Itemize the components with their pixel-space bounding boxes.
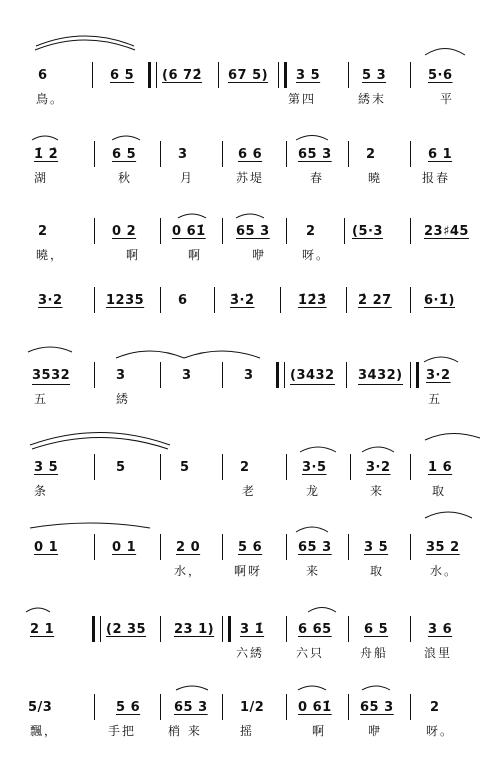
- lyric: 取: [432, 484, 447, 498]
- note-group: 5·6: [428, 68, 453, 83]
- lyric: 綉: [116, 392, 131, 406]
- note-group: 6 6: [238, 147, 263, 162]
- barline: [94, 362, 95, 388]
- lyric: 飄，: [30, 724, 59, 738]
- note-group: 5 6: [116, 700, 141, 715]
- note-group: (2 35: [106, 622, 147, 637]
- repeat-start: [92, 616, 101, 642]
- barline: [286, 534, 287, 560]
- note-group: 65 3: [298, 147, 332, 162]
- repeat-start: [148, 62, 157, 88]
- barline: [222, 694, 223, 720]
- note-group: 3532: [32, 368, 71, 383]
- barline: [160, 454, 161, 480]
- note-group: 2 1: [30, 622, 55, 637]
- note-group: 65 3: [298, 540, 332, 555]
- barline: [286, 218, 287, 244]
- lyric: 綉末: [358, 92, 387, 106]
- note-group: (3432: [290, 368, 335, 383]
- note-group: 35 2: [426, 540, 460, 555]
- lyric: 来: [306, 564, 321, 578]
- note-group: 5: [180, 460, 190, 475]
- note-group: 3·5: [302, 460, 327, 475]
- note-group: 6·1̇): [424, 293, 455, 308]
- lyric: 六綉: [236, 646, 265, 660]
- barline: [160, 694, 161, 720]
- lyric: 六只: [296, 646, 325, 660]
- score-system-6: [0, 460, 490, 520]
- lyric: 手把: [108, 724, 137, 738]
- barline: [94, 287, 95, 313]
- lyric: 咿: [368, 724, 383, 738]
- barline: [286, 454, 287, 480]
- barline: [410, 218, 411, 244]
- note-group: 1 6: [428, 460, 453, 475]
- note-group: 1̇2̇3̇: [298, 293, 327, 308]
- lyric: 啊: [126, 248, 141, 262]
- note-group: 5: [116, 460, 126, 475]
- lyric: 曉: [368, 171, 383, 185]
- lyric: 水，: [174, 564, 203, 578]
- note-group: 3·2: [38, 293, 63, 308]
- note-group: 6 5: [112, 147, 137, 162]
- note-group: 2 0: [176, 540, 201, 555]
- lyric: 呀。: [426, 724, 455, 738]
- lyric: 五: [428, 392, 443, 406]
- barline: [286, 141, 287, 167]
- note-group: 0 61̇: [172, 224, 206, 239]
- lyric: 水。: [430, 564, 459, 578]
- lyric: 啊: [312, 724, 327, 738]
- barline: [346, 287, 347, 313]
- barline: [410, 616, 411, 642]
- barline: [160, 534, 161, 560]
- note-group: 3·2: [426, 368, 451, 383]
- barline: [410, 534, 411, 560]
- barline: [222, 141, 223, 167]
- note-group: 3: [244, 368, 254, 383]
- barline: [94, 454, 95, 480]
- lyric: 条: [34, 484, 49, 498]
- barline: [222, 218, 223, 244]
- note-group: 5/3: [28, 700, 53, 715]
- barline: [286, 694, 287, 720]
- note-group: 3: [178, 147, 188, 162]
- barline: [344, 218, 345, 244]
- score-system-9: [0, 700, 490, 760]
- note-group: 3 1̇: [240, 622, 265, 637]
- lyric: 鳥。: [36, 92, 65, 106]
- note-group: 65 3: [236, 224, 270, 239]
- note-group: 23♯45: [424, 224, 469, 239]
- note-group: 6: [178, 293, 188, 308]
- note-group: 65 3: [174, 700, 208, 715]
- barline: [222, 362, 223, 388]
- barline: [160, 218, 161, 244]
- note-group: 1235: [106, 293, 145, 308]
- barline: [160, 287, 161, 313]
- barline: [346, 362, 347, 388]
- score-system-3: [0, 224, 490, 284]
- barline: [348, 694, 349, 720]
- barline: [218, 62, 219, 88]
- lyric: 龙: [306, 484, 321, 498]
- repeat-end: [278, 62, 287, 88]
- barline: [348, 534, 349, 560]
- lyric: 咿: [252, 248, 267, 262]
- note-group: 67 5): [228, 68, 269, 83]
- note-group: 65 3: [360, 700, 394, 715]
- repeat-start: [276, 362, 285, 388]
- lyric: 舟船: [360, 646, 389, 660]
- lyric: 取: [370, 564, 385, 578]
- note-group: 3 5: [34, 460, 59, 475]
- note-group: 0 2: [112, 224, 137, 239]
- note-group: 2: [366, 147, 376, 162]
- barline: [222, 454, 223, 480]
- barline: [92, 62, 93, 88]
- barline: [222, 534, 223, 560]
- score-system-4: [0, 293, 490, 353]
- barline: [350, 454, 351, 480]
- repeat-end: [410, 362, 419, 388]
- barline: [94, 694, 95, 720]
- note-group: 3 5: [296, 68, 321, 83]
- barline: [160, 616, 161, 642]
- note-group: 0 61̇: [298, 700, 332, 715]
- lyric: 来: [370, 484, 385, 498]
- score-system-7: [0, 540, 490, 600]
- lyric: 浪里: [424, 646, 453, 660]
- lyric: 啊呀: [234, 564, 263, 578]
- lyric: 秋: [118, 171, 133, 185]
- note-group: 2: [38, 224, 48, 239]
- repeat-end: [222, 616, 231, 642]
- note-group: 0 1: [112, 540, 137, 555]
- barline: [94, 141, 95, 167]
- note-group: 6 5: [110, 68, 135, 83]
- note-group: (5·3: [352, 224, 383, 239]
- barline: [214, 287, 215, 313]
- barline: [280, 287, 281, 313]
- note-group: 1/2: [240, 700, 265, 715]
- note-group: 6: [38, 68, 48, 83]
- lyric: 月: [180, 171, 195, 185]
- barline: [410, 694, 411, 720]
- lyric: 曉，: [36, 248, 65, 262]
- note-group: 2: [430, 700, 440, 715]
- note-group: (6 72̇: [162, 68, 203, 83]
- lyric: 报春: [422, 171, 451, 185]
- note-group: 3 5: [364, 540, 389, 555]
- score-system-5: [0, 368, 490, 428]
- barline: [410, 287, 411, 313]
- note-group: 3·2: [366, 460, 391, 475]
- lyric: 啊: [188, 248, 203, 262]
- lyric: 苏堤: [236, 171, 265, 185]
- barline: [160, 141, 161, 167]
- note-group: 2̇ 27: [358, 293, 392, 308]
- score-system-1: [0, 68, 490, 128]
- note-group: 3: [116, 368, 126, 383]
- note-group: 23 1): [174, 622, 215, 637]
- note-group: 6 1: [428, 147, 453, 162]
- note-group: 2: [240, 460, 250, 475]
- note-group: 5 3: [362, 68, 387, 83]
- note-group: 0 1: [34, 540, 59, 555]
- lyric: 五: [34, 392, 49, 406]
- note-group: 5 6: [238, 540, 263, 555]
- note-group: 3: [182, 368, 192, 383]
- barline: [348, 616, 349, 642]
- barline: [94, 534, 95, 560]
- score-system-2: [0, 147, 490, 207]
- note-group: 3432): [358, 368, 403, 383]
- score-system-8: [0, 622, 490, 682]
- note-group: 3 6: [428, 622, 453, 637]
- note-group: 6 5: [364, 622, 389, 637]
- lyric: 呀。: [302, 248, 331, 262]
- note-group: 1̇ 2̇: [34, 147, 59, 162]
- barline: [348, 141, 349, 167]
- barline: [160, 362, 161, 388]
- barline: [410, 454, 411, 480]
- barline: [410, 62, 411, 88]
- lyric: 春: [310, 171, 325, 185]
- barline: [410, 141, 411, 167]
- barline: [94, 218, 95, 244]
- barline: [348, 62, 349, 88]
- note-group: 6 65: [298, 622, 332, 637]
- lyric: 老: [242, 484, 257, 498]
- lyric: 梢 来: [168, 724, 202, 738]
- lyric: 摇: [240, 724, 255, 738]
- lyric: 第四: [288, 92, 317, 106]
- barline: [286, 616, 287, 642]
- note-group: 3̇·2̇: [230, 293, 255, 308]
- lyric: 平: [440, 92, 455, 106]
- lyric: 湖: [34, 171, 49, 185]
- note-group: 2: [306, 224, 316, 239]
